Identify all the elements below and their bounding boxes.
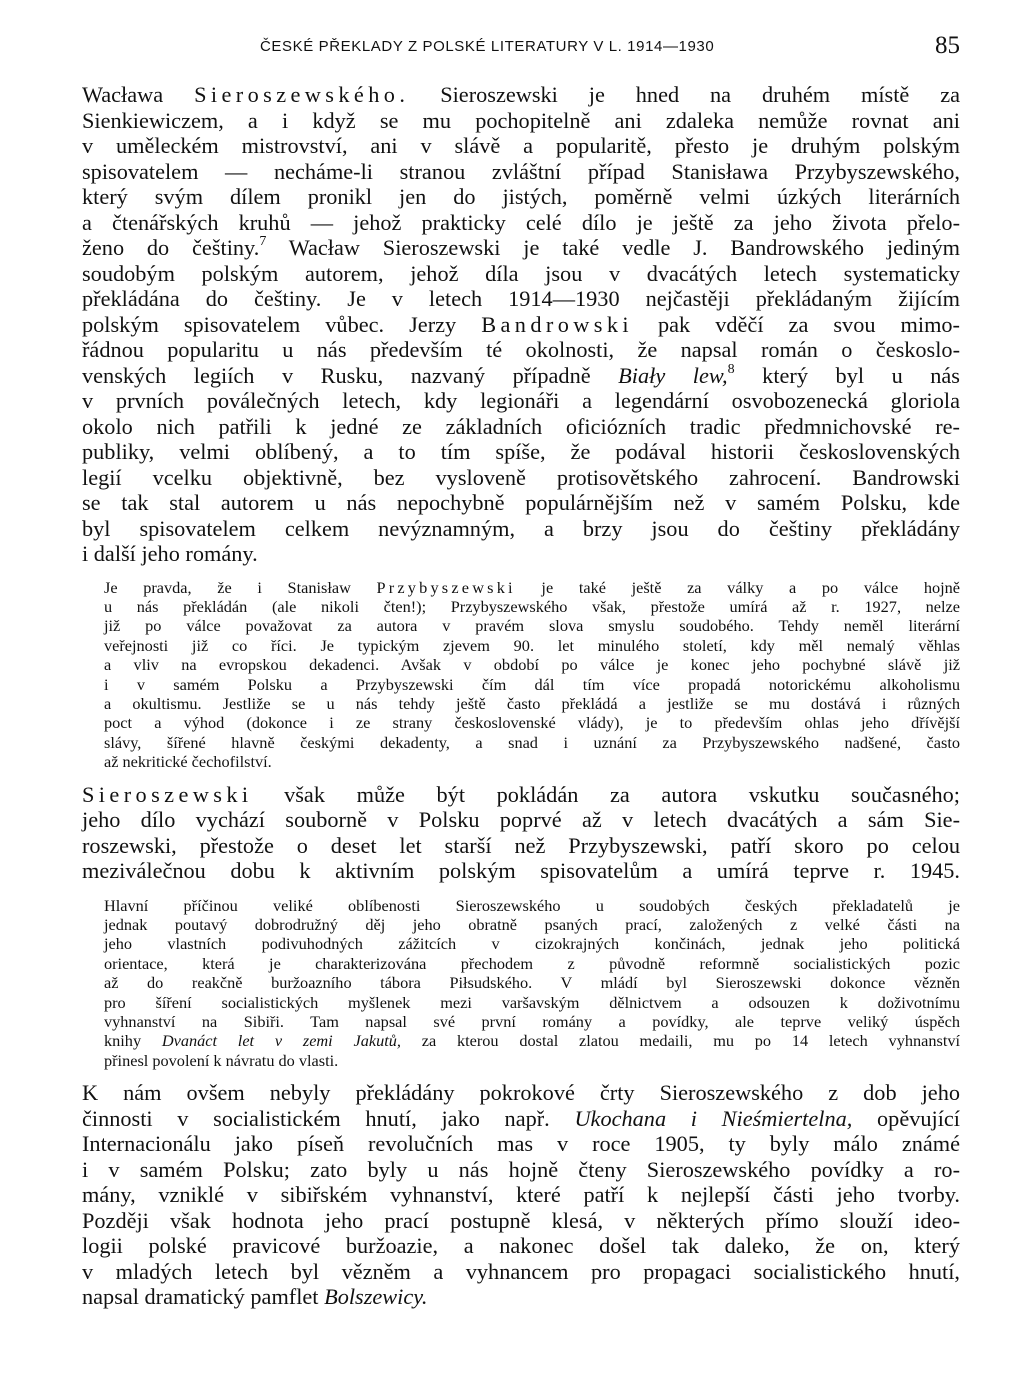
text-line: logii polské pravicové buržoazie, a nakonec došel tak daleko, že on, který bbox=[82, 1233, 960, 1259]
running-head bbox=[82, 30, 960, 70]
page bbox=[82, 30, 960, 1310]
spaced-author-name: Sieroszewski bbox=[82, 781, 253, 807]
text-line: okolo nich patřili k jedné ze základních oficiózních tradic předmnichovské re- bbox=[82, 413, 960, 439]
note-line: již po válce považovat za autora v pravém slova smyslu soudobého. Tehdy neměl literární bbox=[104, 616, 960, 636]
note-line: a vliv na evropskou dekadenci. Avšak v období po válce je konec jeho pochybné slávě již bbox=[104, 655, 960, 675]
note-line: slávy, šířené hlavně českými dekadenty, a snad i uznání za Przybyszewského nadšené, často bbox=[104, 732, 960, 752]
text-line: v uměleckém mistrovství, ani v slávě a popularitě, přesto je druhým polským bbox=[82, 133, 960, 158]
text-line: činnosti v socialistickém hnutí, jako např. Ukochana i Nieśmiertelna, opěvující bbox=[82, 1105, 961, 1131]
note-line: vyhnanství na Sibiři. Tam napsal své první romány a povídky, ale teprve veliký úspěch bbox=[104, 1012, 960, 1031]
text-line: venských legiích v Rusku, nazvaný případně Biały lew,$^8$ který byl u nás bbox=[82, 361, 960, 388]
text-line: publiky, velmi oblíbený, a to tím spíše, že podával historii československých bbox=[82, 439, 960, 464]
text-line: polským spisovatelem vůbec. Jerzy Bandrowski pak vděčí za svou mimo- bbox=[82, 311, 960, 337]
paragraph-2 bbox=[82, 782, 960, 884]
small-print-note-1 bbox=[82, 578, 960, 772]
text-line: jeho dílo vychází souborně v Polsku poprvé až v letech dvacátých a sám Sie- bbox=[82, 807, 960, 833]
note-line: jeho vlastních podivuhodných zážitcích v cizokrajných končinách, jednak jeho politická bbox=[104, 934, 960, 954]
note-line: až nekritické čechofilství. bbox=[104, 752, 272, 772]
note-line: a okultismu. Jestliže se u nás tehdy ještě často překládá a jestliže se mu dostává i různých bbox=[104, 693, 960, 713]
text-line: Wacława Sieroszewského. Sieroszewski je hned na druhém místě za bbox=[82, 82, 960, 107]
text-line: Sienkiewiczem, a i když se mu pochopitelně ani zdaleka nemůže rovnat ani bbox=[82, 107, 960, 133]
paragraph-3 bbox=[82, 1080, 960, 1310]
text-line: a čtenářských kruhů — jehož prakticky celé dílo je ještě za jeho života přelo- bbox=[82, 209, 960, 235]
text-line: legií vcelku objektivně, bez vysloveně protisovětského zahrocení. Bandrowski bbox=[82, 464, 960, 490]
text-line: soudobým polským autorem, jehož díla jsou v dvacátých letech systematicky bbox=[82, 260, 960, 286]
text-line: i v samém Polsku; zato byly u nás hojně čteny Sieroszewského povídky a ro- bbox=[82, 1156, 960, 1182]
footnote-ref: 7 bbox=[259, 234, 267, 249]
text-line: Internacionálu jako píseň revolučních mas v roce 1905, ty byly málo známé bbox=[82, 1131, 960, 1157]
text-line: v prvních poválečných letech, kdy legionáři a legendární osvobozenecká gloriola bbox=[82, 388, 960, 413]
footnote-ref: 8 bbox=[727, 361, 735, 377]
text-line: roszewski, přestože o deset let starší než Przybyszewski, patří skoro po celou bbox=[82, 832, 960, 858]
text-line: Později však hodnota jeho prací postupně klesá, v některých přímo slouží ideo- bbox=[82, 1207, 960, 1233]
note-line: pro šíření socialistických myšlenek mezi varšavským dělnictvem a odsouzen k doživotnímu bbox=[104, 992, 960, 1012]
text-line: byl spisovatelem celkem nevýznamným, a brzy jsou do češtiny překládány bbox=[82, 515, 960, 541]
page-number: 85 bbox=[935, 32, 960, 59]
book-title: Bolszewicy. bbox=[324, 1284, 428, 1310]
text-line: spisovatelem — necháme-li stranou zvláštní případ Stanisława Przybyszewského, bbox=[82, 158, 960, 184]
book-title: Dvanáct let v zemi Jakutů, bbox=[161, 1031, 401, 1051]
book-title: Ukochana i Nieśmiertelna, bbox=[574, 1105, 853, 1131]
note-line: knihy Dvanáct let v zemi Jakutů, za kterou dostal zlatou medaili, mu po 14 letech vyhnanství bbox=[104, 1031, 961, 1051]
text-line: řádnou popularitu u nás především té okolnosti, že napsal román o českoslo- bbox=[82, 337, 960, 362]
note-line: přinesl povolení k návratu do vlasti. bbox=[104, 1050, 339, 1070]
book-title: Biały lew, bbox=[618, 362, 728, 388]
note-line: až do reakčně buržoazního tábora Piłsudského. V mládí byl Sieroszewski dokonce vězněn bbox=[104, 973, 960, 993]
spaced-author-name: Przybyszewski bbox=[376, 577, 516, 597]
note-line: jednak poutavý dobrodružný děj jeho obratně psaných prací, založených z velké části na bbox=[104, 914, 960, 934]
note-line: i v samém Polsku a Przybyszewski čím dál tím více propadá notorickému alkoholismu bbox=[104, 674, 960, 694]
text-line: meziválečnou dobu k aktivním polským spisovatelům a umírá teprve r. 1945. bbox=[82, 858, 960, 884]
text-line: K nám ovšem nebyly překládány pokrokové črty Sieroszewského z dob jeho bbox=[82, 1080, 960, 1106]
note-line: Je pravda, že i Stanisław Przybyszewski je také ještě za války a po válce hojně bbox=[104, 577, 960, 597]
paragraph-1 bbox=[82, 82, 960, 567]
note-line: poct a výhod (dokonce i ze strany československé vlády), je to především ohlas jeho dřívější bbox=[104, 713, 960, 733]
text-line: který svým dílem pronikl jen do jistých, poměrně velmi úzkých literárních bbox=[82, 184, 960, 209]
text-line: i další jeho romány. bbox=[82, 541, 258, 566]
text-line: ženo do češtiny.$^7$ Wacław Sieroszewski je také vedle J. Bandrowského jediným bbox=[82, 234, 960, 260]
text-line: se tak stal autorem u nás nepochybně populárnějším než v samém Polsku, kde bbox=[82, 490, 960, 515]
note-line: veřejnosti již co říci. Je typickým zjevem 90. let minulého století, kdy měl nemalý věhlas bbox=[104, 635, 960, 655]
spaced-author-name: Bandrowski bbox=[481, 311, 633, 337]
running-title: ČESKÉ PŘEKLADY Z POLSKÉ LITERATURY V L. 1914—1930 bbox=[260, 38, 715, 55]
spaced-author-name: Sieroszewského. bbox=[194, 82, 410, 107]
text-line: v mladých letech byl vězněm a vyhnancem pro propagaci socialistického hnutí, bbox=[82, 1258, 960, 1284]
note-line: u nás překládán (ale nikoli čten!); Przybyszewského však, přestože umírá až r. 1927, nelze bbox=[104, 596, 960, 616]
note-line: Hlavní příčinou veliké oblíbenosti Sieroszewského u soudobých českých překladatelů je bbox=[104, 895, 960, 915]
text-line: napsal dramatický pamflet Bolszewicy. bbox=[82, 1284, 428, 1310]
small-print-note-2 bbox=[82, 896, 960, 1071]
note-line: orientace, která je charakterizována přechodem z původně reformně socialistických pozic bbox=[104, 953, 960, 973]
text-line: Sieroszewski však může být pokládán za autora vskutku současného; bbox=[82, 781, 960, 807]
text-line: mány, vzniklé v sibiřském vyhnanství, které patří k nejlepší části jeho tvorby. bbox=[82, 1182, 960, 1208]
text-line: překládána do češtiny. Je v letech 1914—1930 nejčastěji překládaným žijícím bbox=[82, 286, 960, 311]
